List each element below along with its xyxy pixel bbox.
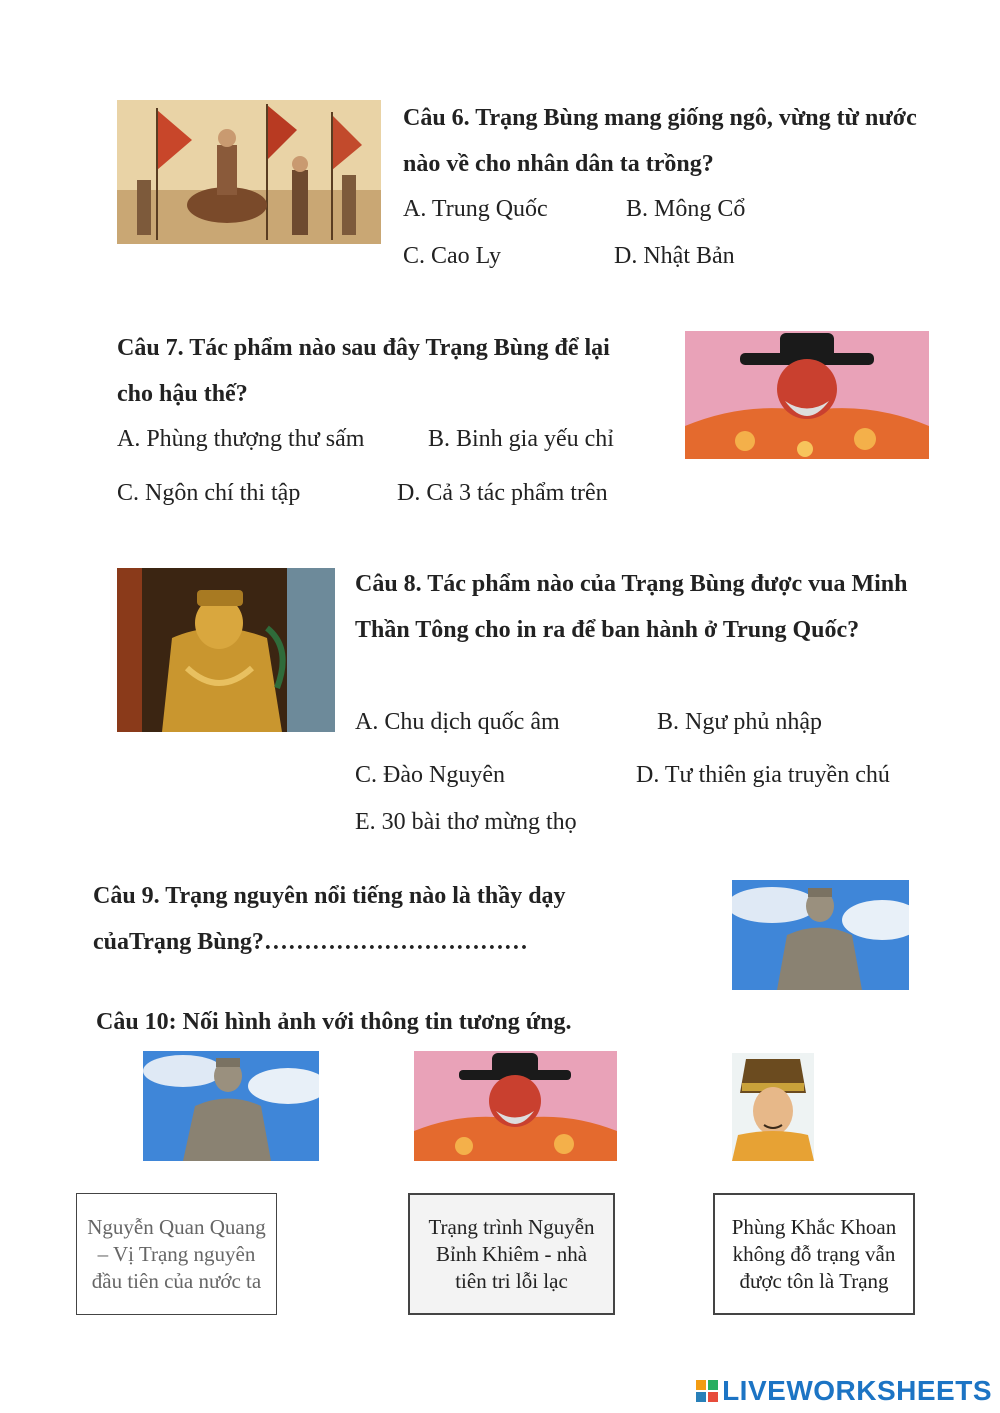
q6-option-d[interactable]: D. Nhật Bản	[614, 243, 735, 269]
q8-option-b[interactable]: B. Ngư phủ nhập	[657, 709, 822, 735]
q7-option-b[interactable]: B. Binh gia yếu chỉ	[428, 426, 614, 452]
mandarin-portrait-image	[685, 331, 929, 459]
q8-option-d[interactable]: D. Tư thiên gia truyền chú	[636, 762, 890, 788]
q8-option-a[interactable]: A. Chu dịch quốc âm	[355, 709, 560, 735]
q7-option-a[interactable]: A. Phùng thượng thư sấm	[117, 426, 365, 452]
q7-option-d[interactable]: D. Cả 3 tác phẩm trên	[397, 480, 608, 506]
q6-option-b[interactable]: B. Mông Cổ	[626, 196, 746, 222]
match-image-mandarin[interactable]	[414, 1051, 617, 1161]
liveworksheets-mark-icon	[696, 1380, 718, 1402]
golden-statue-image	[117, 568, 335, 732]
q10-title: Câu 10: Nối hình ảnh với thông tin tương ứng.	[96, 1009, 572, 1035]
q7-option-c[interactable]: C. Ngôn chí thi tập	[117, 480, 301, 506]
q6-title: Câu 6. Trạng Bùng mang giống ngô, vừng từ nước nào về cho nhân dân ta trồng?	[403, 105, 917, 177]
scholar-statue-image	[732, 880, 909, 990]
q8-option-c[interactable]: C. Đào Nguyên	[355, 762, 505, 788]
liveworksheets-logo	[696, 1375, 992, 1407]
match-box-phung-khac-khoan[interactable]: Phùng Khắc Khoan không đỗ trạng vẫn được tôn là Trạng	[713, 1193, 915, 1315]
q6-option-c[interactable]: C. Cao Ly	[403, 243, 502, 269]
match-box-nguyen-binh-khiem[interactable]: Trạng trình Nguyễn Bỉnh Khiêm - nhà tiên tri lỗi lạc	[408, 1193, 615, 1315]
liveworksheets-logo-text: LIVEWORKSHEETS	[722, 1375, 992, 1406]
match-image-statue[interactable]	[143, 1051, 319, 1161]
q8-title: Câu 8. Tác phẩm nào của Trạng Bùng được vua Minh Thần Tông cho in ra để ban hành ở Trung Quốc?	[355, 571, 908, 643]
army-procession-image	[117, 100, 381, 244]
match-box-nguyen-quan-quang[interactable]: Nguyễn Quan Quang – Vị Trạng nguyên đầu tiên của nước ta	[76, 1193, 277, 1315]
q8-option-e[interactable]: E. 30 bài thơ mừng thọ	[355, 809, 577, 835]
match-image-king[interactable]	[732, 1053, 814, 1161]
q9-title: Câu 9. Trạng nguyên nổi tiếng nào là thầy dạy củaTrạng Bùng?……………………………	[93, 883, 566, 955]
q6-option-a[interactable]: A. Trung Quốc	[403, 196, 548, 222]
q7-title: Câu 7. Tác phẩm nào sau đây Trạng Bùng để lại cho hậu thế?	[117, 335, 610, 407]
